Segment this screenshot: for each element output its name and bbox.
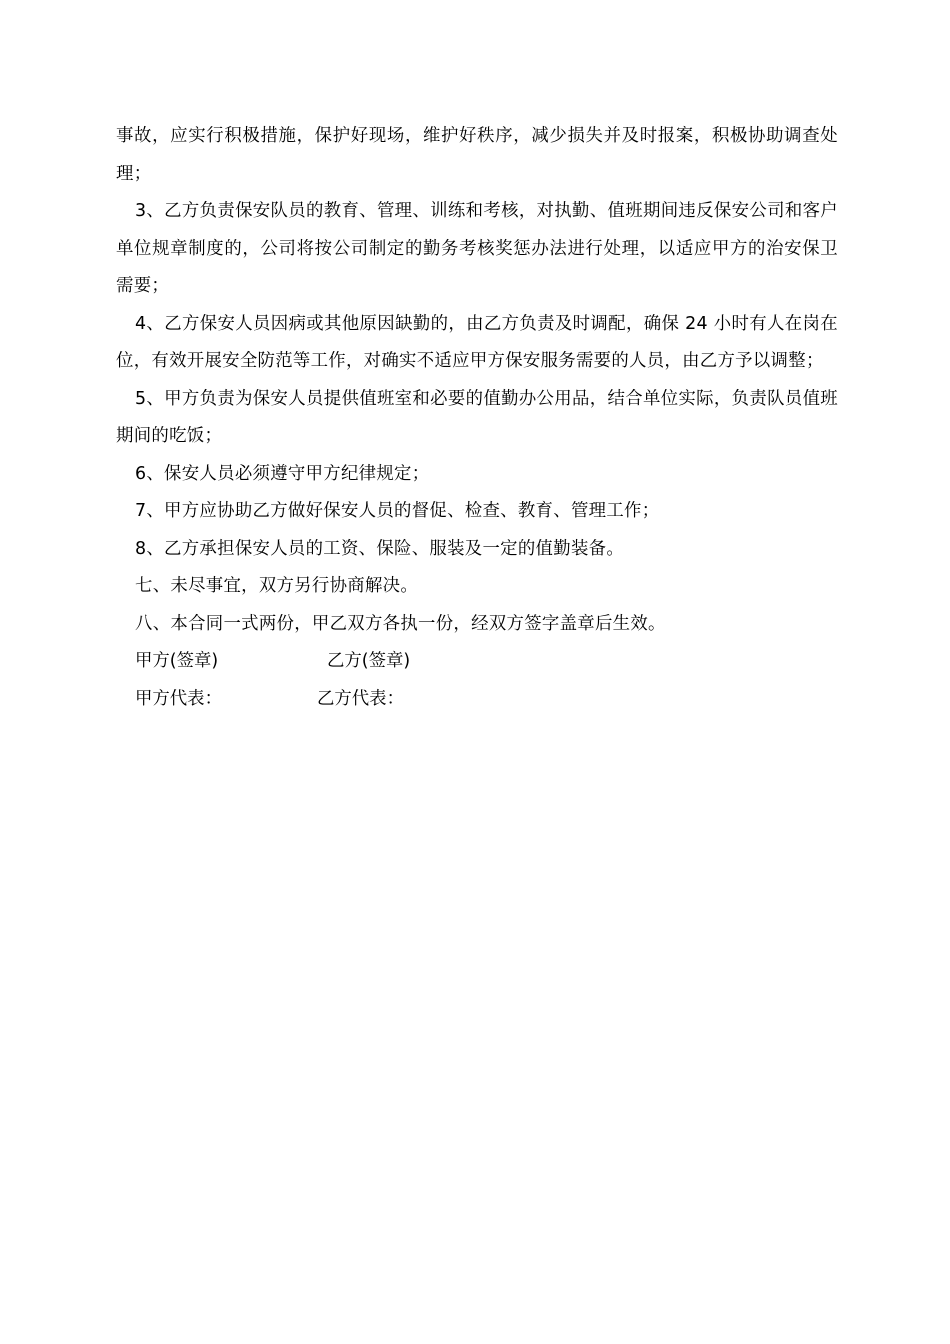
document-page <box>116 118 838 718</box>
paragraph-item-4: 4、乙方保安人员因病或其他原因缺勤的，由乙方负责及时调配，确保 24 小时有人在岗在位，有效开展安全防范等工作，对确实不适应甲方保安服务需要的人员，由乙方予以调整； <box>116 313 838 371</box>
party-a-seal-label: 甲方(签章) <box>135 651 219 671</box>
paragraph-item-7: 7、甲方应协助乙方做好保安人员的督促、检查、教育、管理工作； <box>135 501 660 521</box>
signature-representative-row <box>116 681 838 719</box>
signature-seal-row <box>116 643 838 681</box>
paragraph-continuation: 事故，应实行积极措施，保护好现场，维护好秩序，减少损失并及时报案，积极协助调查处理； <box>116 126 838 184</box>
paragraph-item-8: 8、乙方承担保安人员的工资、保险、服装及一定的值勤装备。 <box>135 538 625 559</box>
paragraph-item-3: 3、乙方负责保安队员的教育、管理、训练和考核，对执勤、值班期间违反保安公司和客户单位规章制度的，公司将按公司制定的勤务考核奖惩办法进行处理，以适应甲方的治安保卫需要； <box>116 201 838 296</box>
party-b-seal-label: 乙方(签章) <box>327 651 411 671</box>
party-a-representative-label: 甲方代表： <box>135 688 222 709</box>
clause-seven: 七、未尽事宜，双方另行协商解决。 <box>135 576 419 596</box>
paragraph-item-6: 6、保安人员必须遵守甲方纪律规定； <box>135 463 430 484</box>
clause-eight: 八、本合同一式两份，甲乙双方各执一份，经双方签字盖章后生效。 <box>135 613 666 634</box>
party-b-representative-label: 乙方代表： <box>317 688 404 709</box>
paragraph-item-5: 5、甲方负责为保安人员提供值班室和必要的值勤办公用品，结合单位实际，负责队员值班期间的吃饭； <box>116 388 838 446</box>
